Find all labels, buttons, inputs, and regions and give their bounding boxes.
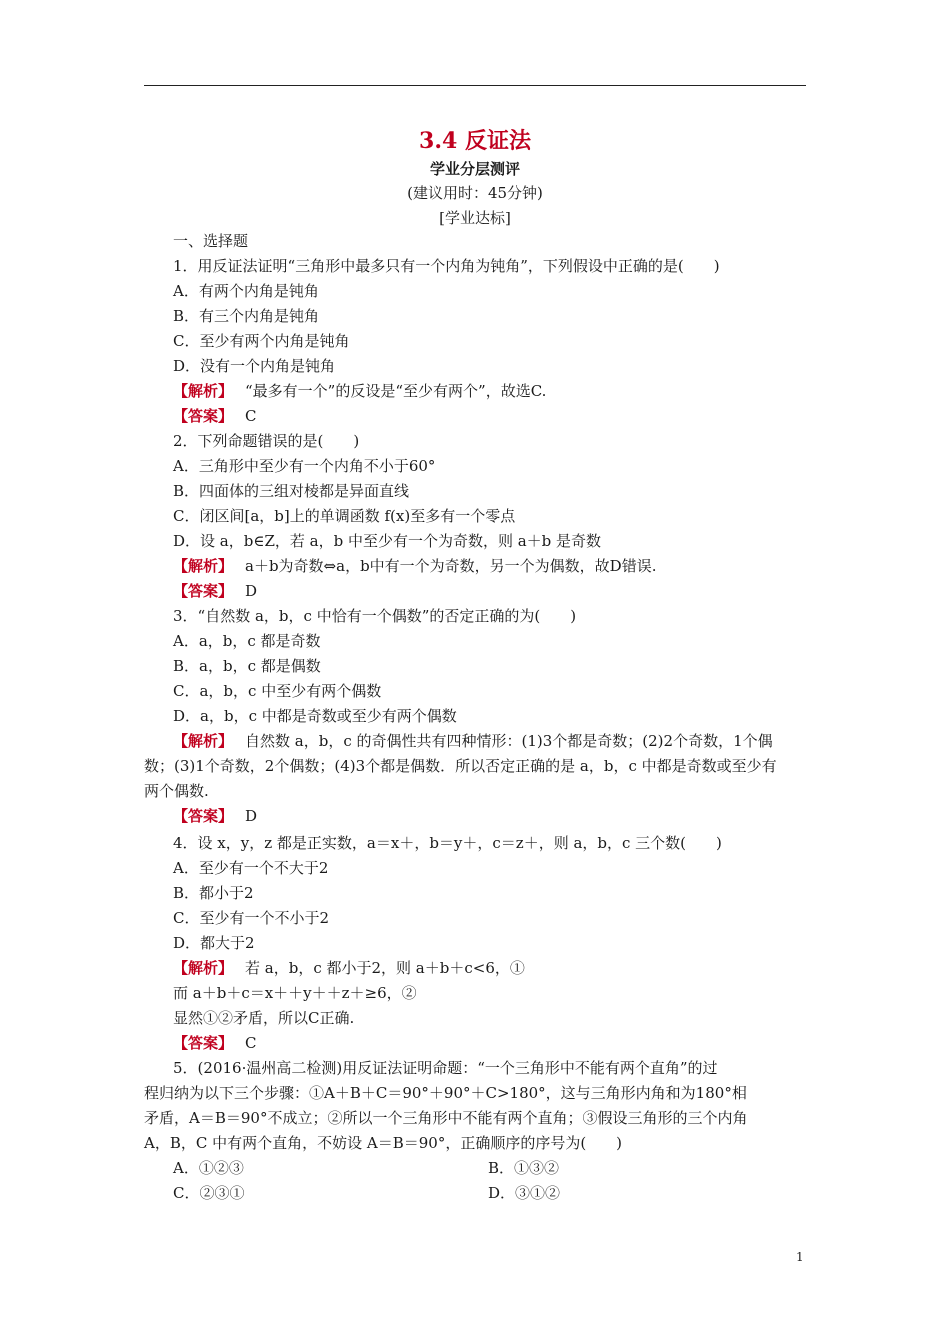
analysis-text: a＋b为奇数⇔a，b中有一个为奇数，另一个为偶数，故D错误. (245, 557, 657, 575)
q4-option-b: B．都小于2 (173, 884, 254, 902)
q5-option-a: A．①②③ (173, 1159, 244, 1177)
section-subtitle: 学业分层测评 (429, 160, 520, 178)
page-title: 3.4 反证法 (419, 128, 531, 154)
q2-option-a: A．三角形中至少有一个内角不小于60° (173, 457, 436, 475)
q1-analysis (173, 381, 546, 401)
q2-option-b: B．四面体的三组对棱都是异面直线 (173, 482, 410, 500)
answer-tag: 【答案】 (173, 1034, 234, 1052)
q1-option-b: B．有三个内角是钝角 (173, 307, 320, 325)
q4-answer (173, 1033, 257, 1053)
q4-analysis (173, 958, 525, 978)
question-2-stem: 2．下列命题错误的是( ) (173, 432, 360, 450)
answer-tag: 【答案】 (173, 582, 234, 600)
question-4-stem: 4．设 x，y，z 都是正实数，a＝x＋，b＝y＋，c＝z＋，则 a，b，c 三个数( ) (173, 834, 722, 852)
answer-text: C (245, 407, 257, 425)
question-1-stem: 1．用反证法证明“三角形中最多只有一个内角为钝角”，下列假设中正确的是( ) (173, 257, 720, 275)
q5-stem-cont-2: 矛盾，A＝B＝90°不成立；②所以一个三角形中不能有两个直角；③假设三角形的三个内角 (144, 1109, 748, 1127)
analysis-text: “最多有一个”的反设是“至少有两个”，故选C. (245, 382, 547, 400)
q4-option-a: A．至少有一个不大于2 (173, 859, 329, 877)
analysis-tag: 【解析】 (173, 732, 234, 750)
analysis-tag: 【解析】 (173, 959, 234, 977)
q1-answer (173, 406, 257, 426)
time-note: (建议用时：45分钟) (407, 184, 543, 202)
header-rule (144, 85, 806, 86)
q2-answer (173, 581, 257, 601)
q1-option-d: D．没有一个内角是钝角 (173, 357, 336, 375)
q5-stem-cont-3: A，B，C 中有两个直角，不妨设 A＝B＝90°，正确顺序的序号为( ) (144, 1134, 623, 1152)
q2-option-d: D．设 a，b∈Z，若 a，b 中至少有一个为奇数，则 a＋b 是奇数 (173, 532, 602, 550)
question-5-stem: 5．(2016·温州高二检测)用反证法证明命题：“一个三角形中不能有两个直角”的过 (173, 1059, 718, 1077)
level-tag: [学业达标] (439, 209, 511, 227)
q3-option-c: C．a，b，c 中至少有两个偶数 (173, 682, 382, 700)
q1-option-a: A．有两个内角是钝角 (173, 282, 319, 300)
answer-text: D (245, 582, 258, 600)
analysis-text: 自然数 a，b，c 的奇偶性共有四种情形：(1)3个都是奇数；(2)2个奇数，1个偶 (245, 732, 773, 750)
q5-option-c: C．②③① (173, 1184, 245, 1202)
q3-analysis-cont-2: 两个偶数. (144, 782, 209, 800)
q4-option-d: D．都大于2 (173, 934, 255, 952)
analysis-tag: 【解析】 (173, 382, 234, 400)
q5-option-b: B．①③② (488, 1159, 560, 1177)
q3-option-a: A．a，b，c 都是奇数 (173, 632, 321, 650)
answer-text: D (245, 807, 258, 825)
q3-option-b: B．a，b，c 都是偶数 (173, 657, 321, 675)
q3-answer (173, 806, 257, 826)
question-3-stem: 3．“自然数 a，b，c 中恰有一个偶数”的否定正确的为( ) (173, 607, 577, 625)
q3-analysis (173, 731, 773, 751)
section-heading: 一、选择题 (173, 232, 249, 250)
q5-option-d: D．③①② (488, 1184, 561, 1202)
q4-analysis-cont-2: 显然①②矛盾，所以C正确. (173, 1009, 355, 1027)
answer-tag: 【答案】 (173, 407, 234, 425)
analysis-text: 若 a，b，c 都小于2，则 a＋b＋c<6，① (245, 959, 525, 977)
q5-stem-cont-1: 程归纳为以下三个步骤：①A＋B＋C＝90°＋90°＋C>180°，这与三角形内角和为180°相 (144, 1084, 747, 1102)
page-number: 1 (796, 1250, 804, 1264)
q2-option-c: C．闭区间[a，b]上的单调函数 f(x)至多有一个零点 (173, 507, 516, 525)
q3-option-d: D．a，b，c 中都是奇数或至少有两个偶数 (173, 707, 457, 725)
analysis-tag: 【解析】 (173, 557, 234, 575)
answer-tag: 【答案】 (173, 807, 234, 825)
q1-option-c: C．至少有两个内角是钝角 (173, 332, 350, 350)
q3-analysis-cont-1: 数；(3)1个奇数，2个偶数；(4)3个都是偶数．所以否定正确的是 a，b，c 中都是奇数或至少有 (144, 757, 777, 775)
q2-analysis (173, 556, 656, 576)
q4-option-c: C．至少有一个不小于2 (173, 909, 330, 927)
q4-analysis-cont-1: 而 a＋b＋c＝x＋＋y＋＋z＋≥6，② (173, 984, 417, 1002)
answer-text: C (245, 1034, 257, 1052)
